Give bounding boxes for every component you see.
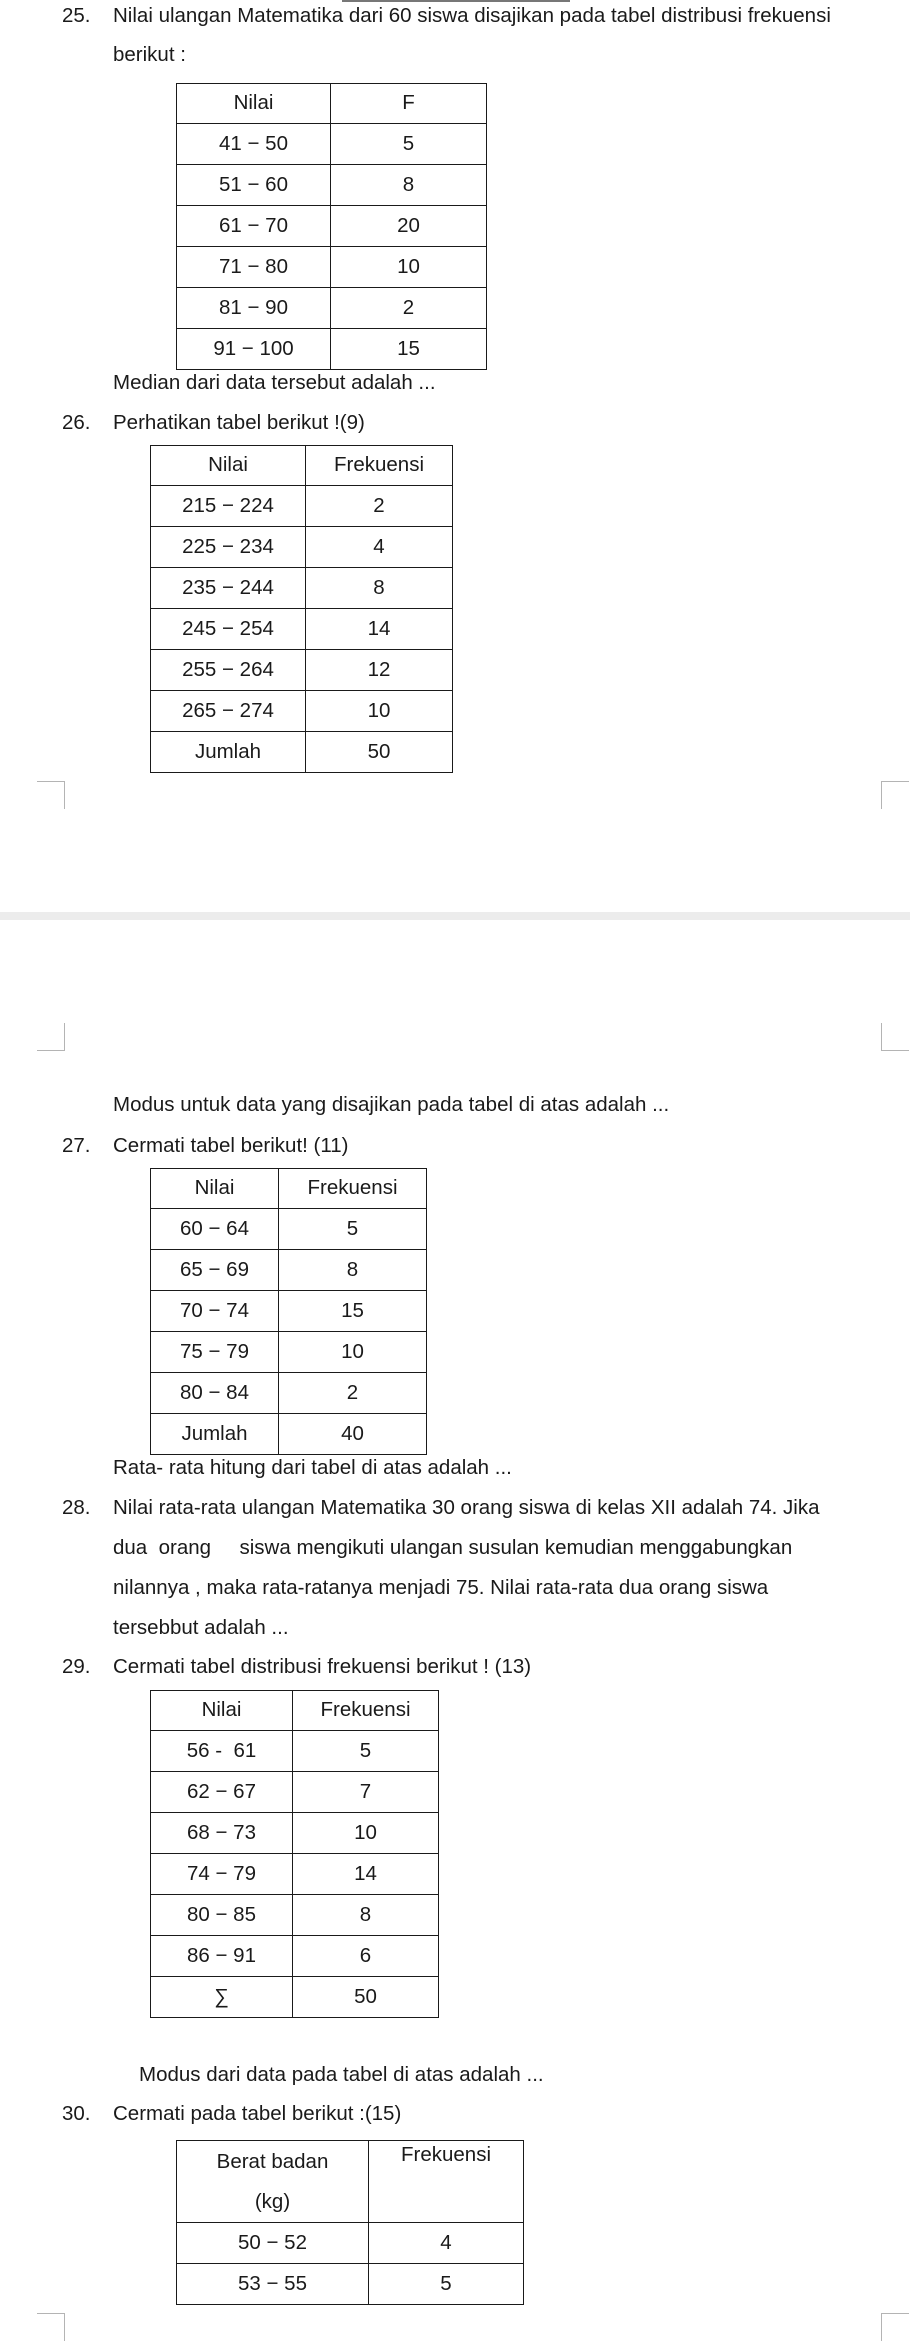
q28-number: 28. <box>62 1496 91 1519</box>
cell-frekuensi: 20 <box>331 206 487 247</box>
table-header-row <box>151 1691 439 1731</box>
q26-table <box>150 445 453 773</box>
cell-nilai: 265 − 274 <box>151 691 306 732</box>
header-cell: Frekuensi <box>306 446 453 486</box>
cell-sum-value: 50 <box>293 1977 439 2018</box>
page-corner-mark <box>37 781 65 809</box>
cell-nilai: 71 − 80 <box>177 247 331 288</box>
cell-frekuensi: 10 <box>293 1813 439 1854</box>
table-header-row <box>151 1169 427 1209</box>
cell-frekuensi: 4 <box>306 527 453 568</box>
table-header-row <box>177 2141 524 2223</box>
table-row <box>177 206 487 247</box>
cell-nilai: 75 − 79 <box>151 1332 279 1373</box>
q30-text: Cermati pada tabel berikut :(15) <box>113 2102 402 2125</box>
cell-nilai: 61 − 70 <box>177 206 331 247</box>
q29-text: Cermati tabel distribusi frekuensi berikut ! (13) <box>113 1655 532 1678</box>
cell-jumlah-label: Jumlah <box>151 1414 279 1455</box>
q29-question: Modus dari data pada tabel di atas adalah ... <box>139 2063 544 2086</box>
cell-nilai: 41 − 50 <box>177 124 331 165</box>
table-row <box>177 124 487 165</box>
q30-table <box>176 2140 524 2305</box>
table-row <box>151 1250 427 1291</box>
table-row <box>151 1772 439 1813</box>
table-row <box>151 1854 439 1895</box>
q29-number: 29. <box>62 1655 91 1678</box>
q28-line: dua orang siswa mengikuti ulangan susulan kemudian menggabungkan <box>113 1536 793 1559</box>
cell-nilai: 235 − 244 <box>151 568 306 609</box>
cell-frekuensi: 4 <box>369 2223 524 2264</box>
q29-table <box>150 1690 439 2018</box>
cell-frekuensi: 2 <box>279 1373 427 1414</box>
header-cell-frekuensi: Frekuensi <box>369 2141 524 2223</box>
q26-text: Perhatikan tabel berikut !(9) <box>113 411 365 434</box>
table-total-row <box>151 1977 439 2018</box>
q26-number: 26. <box>62 411 91 434</box>
page-corner-mark <box>881 781 909 809</box>
cell-nilai: 74 − 79 <box>151 1854 293 1895</box>
cell-nilai: 51 − 60 <box>177 165 331 206</box>
header-cell: F <box>331 84 487 124</box>
header-cell: Nilai <box>151 1691 293 1731</box>
cell-berat: 50 − 52 <box>177 2223 369 2264</box>
table-row <box>151 568 453 609</box>
cell-nilai: 86 − 91 <box>151 1936 293 1977</box>
q25-number: 25. <box>62 4 91 27</box>
cell-frekuensi: 7 <box>293 1772 439 1813</box>
header-cell: Nilai <box>151 446 306 486</box>
cell-frekuensi: 10 <box>306 691 453 732</box>
cell-frekuensi: 10 <box>331 247 487 288</box>
cell-nilai: 245 − 254 <box>151 609 306 650</box>
cell-frekuensi: 8 <box>306 568 453 609</box>
table-row <box>177 165 487 206</box>
table-row <box>151 1332 427 1373</box>
cell-nilai: 62 − 67 <box>151 1772 293 1813</box>
cell-nilai: 225 − 234 <box>151 527 306 568</box>
header-cell-berat-badan <box>177 2141 369 2223</box>
header-cell: Nilai <box>177 84 331 124</box>
cell-frekuensi: 5 <box>293 1731 439 1772</box>
table-total-row <box>151 1414 427 1455</box>
cell-nilai: 81 − 90 <box>177 288 331 329</box>
page-break <box>0 912 910 920</box>
header-cell: Nilai <box>151 1169 279 1209</box>
page-corner-mark <box>881 2313 909 2341</box>
q28-line: Nilai rata-rata ulangan Matematika 30 orang siswa di kelas XII adalah 74. Jika <box>113 1496 820 1519</box>
cell-sum-symbol: ∑ <box>151 1977 293 2018</box>
cell-frekuensi: 8 <box>331 165 487 206</box>
page-top-edge <box>342 0 570 2</box>
table-row <box>151 1731 439 1772</box>
cell-nilai: 80 − 84 <box>151 1373 279 1414</box>
cell-frekuensi: 5 <box>331 124 487 165</box>
cell-nilai: 215 − 224 <box>151 486 306 527</box>
cell-berat: 53 − 55 <box>177 2264 369 2305</box>
table-row <box>177 247 487 288</box>
cell-jumlah-value: 50 <box>306 732 453 773</box>
q25-table <box>176 83 487 370</box>
q25-text: Nilai ulangan Matematika dari 60 siswa disajikan pada tabel distribusi frekuensi <box>113 4 831 27</box>
table-row <box>151 486 453 527</box>
table-row <box>151 1813 439 1854</box>
table-row <box>177 288 487 329</box>
table-header-row <box>151 446 453 486</box>
q28-line: nilannya , maka rata-ratanya menjadi 75. Nilai rata-rata dua orang siswa <box>113 1576 769 1599</box>
cell-frekuensi: 10 <box>279 1332 427 1373</box>
table-row <box>151 609 453 650</box>
cell-frekuensi: 15 <box>331 329 487 370</box>
cell-nilai: 56 - 61 <box>151 1731 293 1772</box>
q30-number: 30. <box>62 2102 91 2125</box>
table-total-row <box>151 732 453 773</box>
page-corner-mark <box>881 1023 909 1051</box>
table-row <box>177 329 487 370</box>
table-row <box>151 1895 439 1936</box>
table-row <box>151 691 453 732</box>
cell-nilai: 68 − 73 <box>151 1813 293 1854</box>
table-row <box>151 1291 427 1332</box>
table-row <box>151 1209 427 1250</box>
table-row <box>151 650 453 691</box>
header-cell: Frekuensi <box>279 1169 427 1209</box>
table-row <box>151 1373 427 1414</box>
q27-text: Cermati tabel berikut! (11) <box>113 1134 349 1157</box>
cell-frekuensi: 6 <box>293 1936 439 1977</box>
cell-jumlah-value: 40 <box>279 1414 427 1455</box>
cell-frekuensi: 15 <box>279 1291 427 1332</box>
table-row <box>151 527 453 568</box>
table-row <box>177 2223 524 2264</box>
cell-jumlah-label: Jumlah <box>151 732 306 773</box>
q25-question: Median dari data tersebut adalah ... <box>113 371 436 394</box>
cell-nilai: 70 − 74 <box>151 1291 279 1332</box>
cell-frekuensi: 8 <box>279 1250 427 1291</box>
q27-question: Rata- rata hitung dari tabel di atas adalah ... <box>113 1456 512 1479</box>
q26-question: Modus untuk data yang disajikan pada tabel di atas adalah ... <box>113 1093 670 1116</box>
q27-table <box>150 1168 427 1455</box>
page-corner-mark <box>37 1023 65 1051</box>
q25-text-cont: berikut : <box>113 43 186 66</box>
cell-frekuensi: 12 <box>306 650 453 691</box>
cell-nilai: 91 − 100 <box>177 329 331 370</box>
header-line: (kg) <box>254 2189 291 2213</box>
q27-number: 27. <box>62 1134 91 1157</box>
header-line: Berat badan <box>216 2149 329 2173</box>
table-header-row <box>177 84 487 124</box>
q28-line: tersebbut adalah ... <box>113 1616 289 1639</box>
cell-frekuensi: 2 <box>306 486 453 527</box>
cell-nilai: 255 − 264 <box>151 650 306 691</box>
cell-frekuensi: 14 <box>306 609 453 650</box>
cell-frekuensi: 14 <box>293 1854 439 1895</box>
header-cell: Frekuensi <box>293 1691 439 1731</box>
cell-nilai: 60 − 64 <box>151 1209 279 1250</box>
cell-nilai: 65 − 69 <box>151 1250 279 1291</box>
cell-nilai: 80 − 85 <box>151 1895 293 1936</box>
cell-frekuensi: 5 <box>369 2264 524 2305</box>
table-row <box>151 1936 439 1977</box>
cell-frekuensi: 2 <box>331 288 487 329</box>
cell-frekuensi: 8 <box>293 1895 439 1936</box>
cell-frekuensi: 5 <box>279 1209 427 1250</box>
page-corner-mark <box>37 2313 65 2341</box>
table-row <box>177 2264 524 2305</box>
